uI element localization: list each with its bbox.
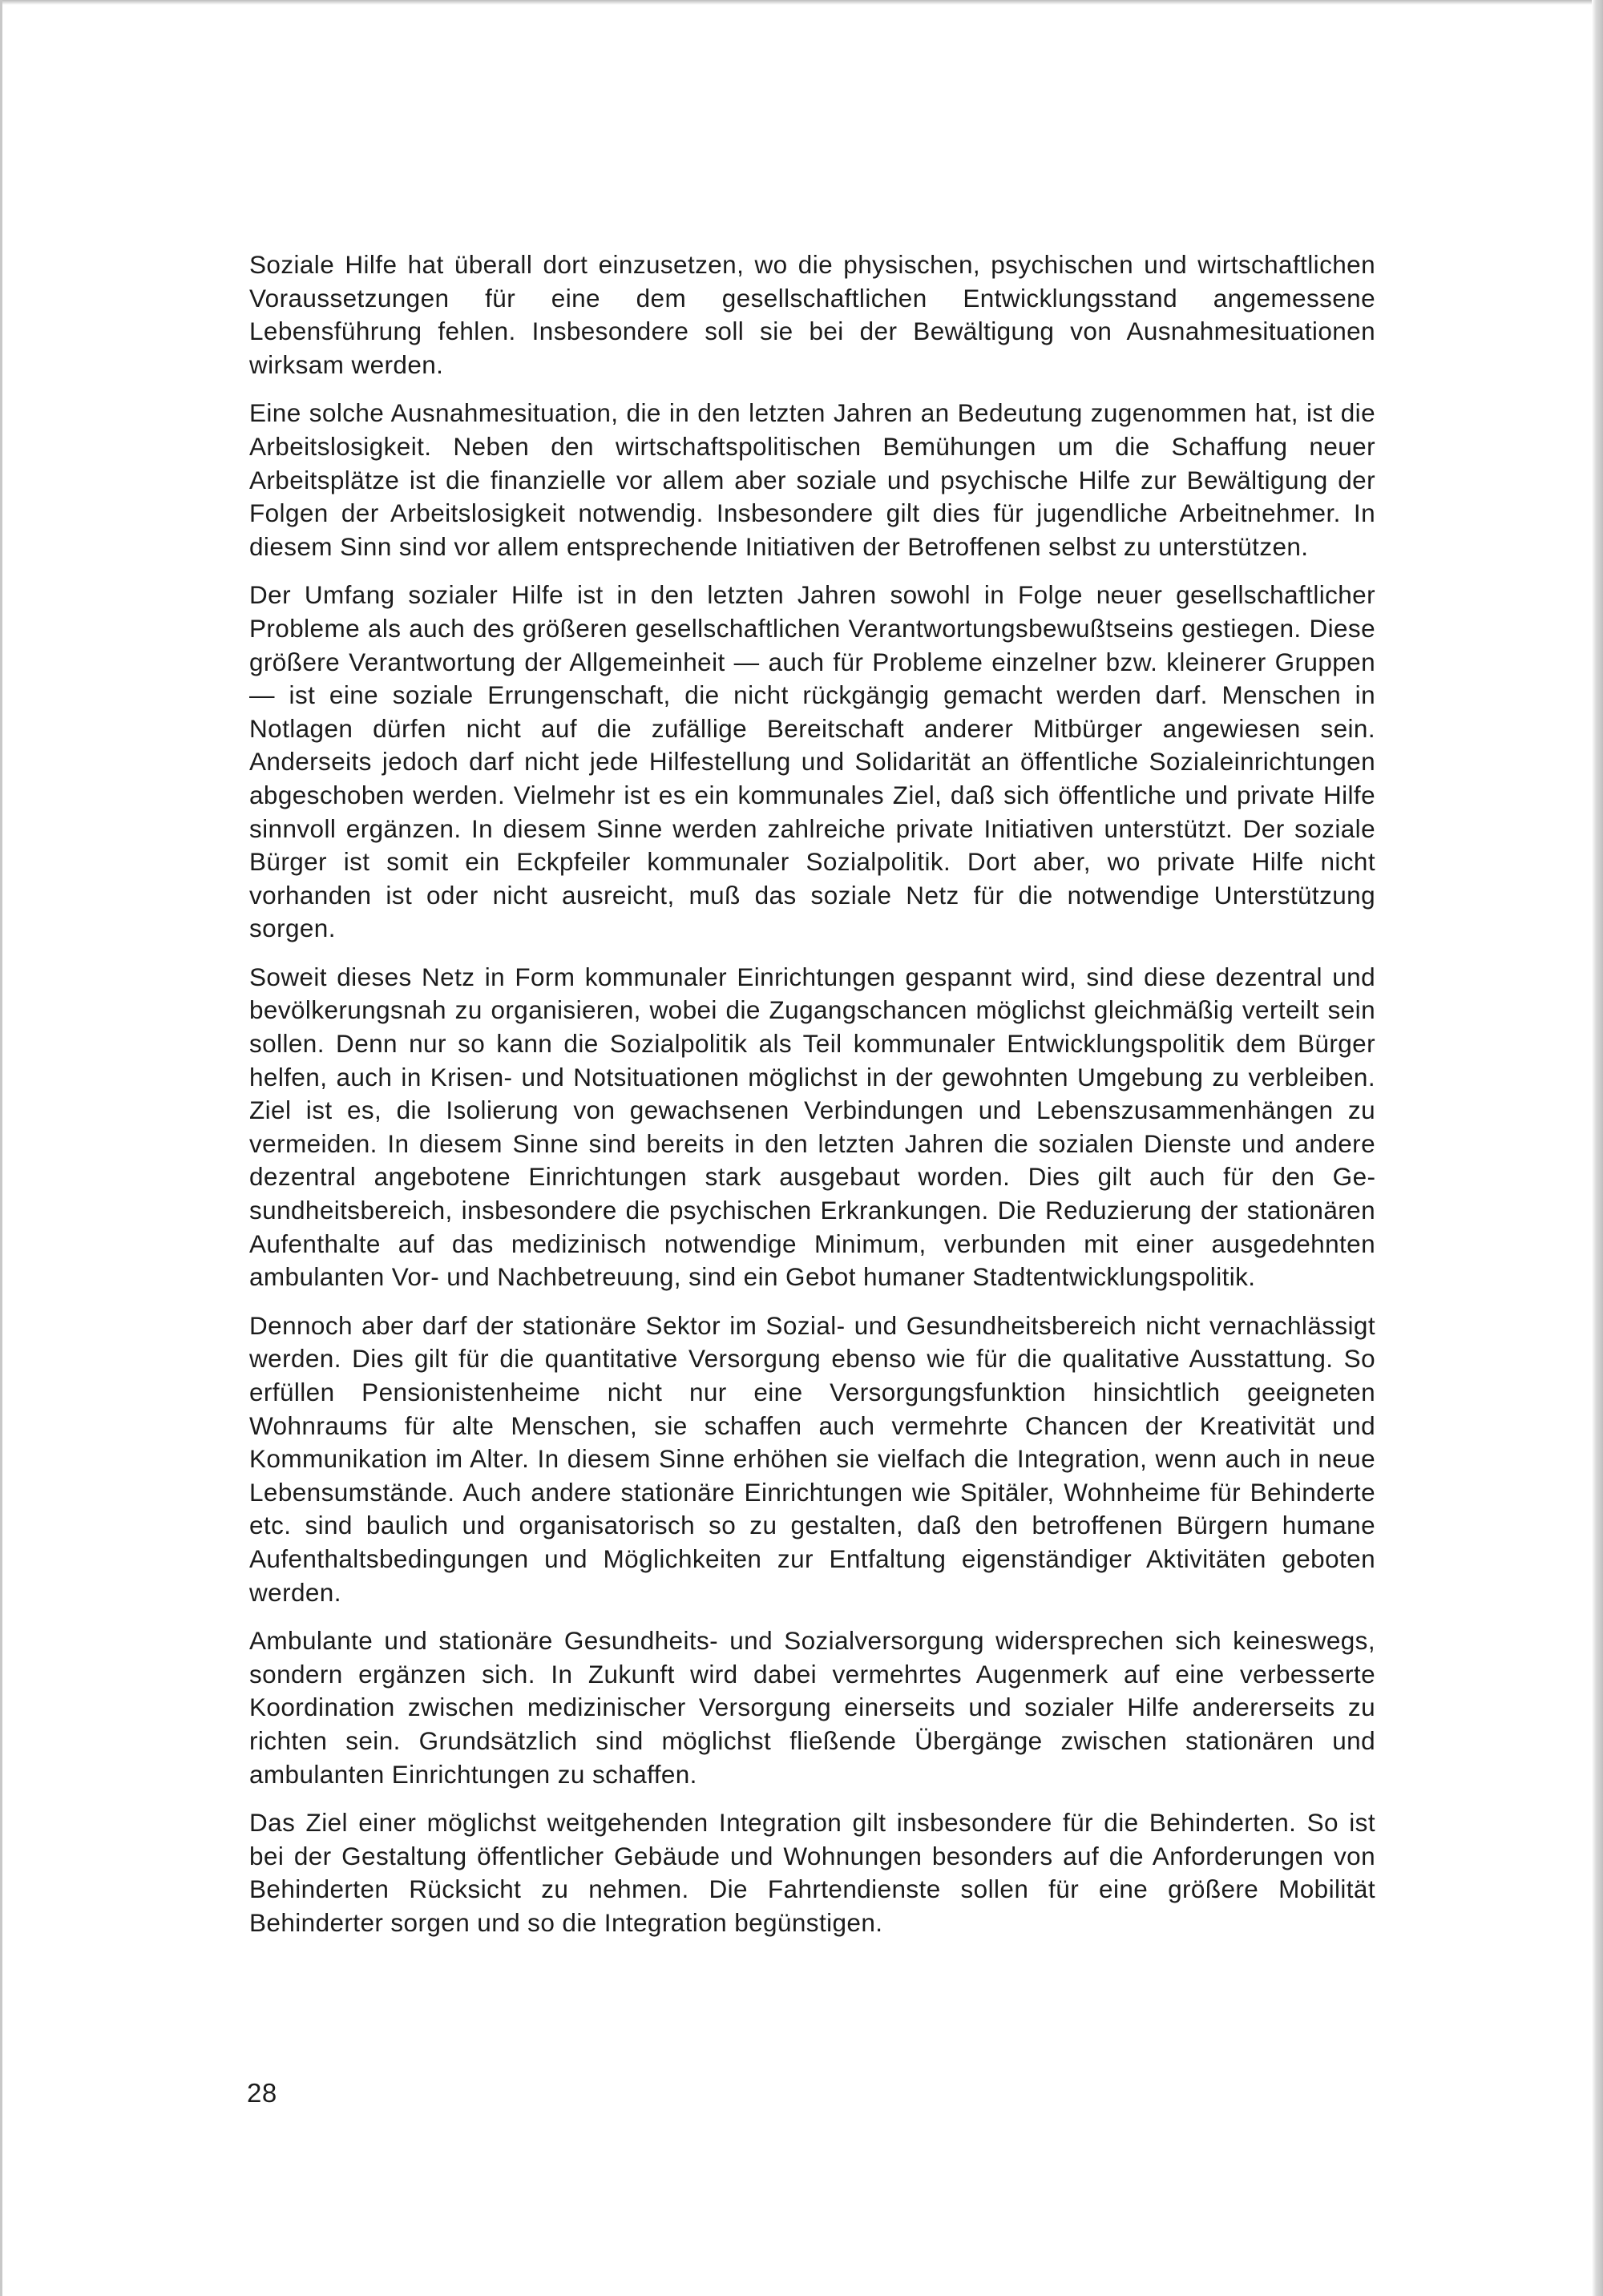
scan-edge-right bbox=[1592, 0, 1603, 2296]
paragraph-disabled-integration: Das Ziel einer möglichst weitgehenden Integration gilt insbesondere für die Behinderten. So ist bei der Gestaltung öffentlicher Gebäude und Wohnungen besonders auf die Anforderungen von Behinderten Rücksicht zu nehmen. Die Fahrtendienste sollen für eine größere Mobilität Behinderter sorgen und so die Integration begünstigen. bbox=[249, 1808, 1375, 1937]
paragraph-stationary-sector: Dennoch aber darf der stationäre Sektor im Sozial- und Gesundheitsbereich nicht vernachlässigt werden. Dies gilt für die quantitative Versorgung ebenso wie für die qualitative Ausstattung. So erfüllen Pensionistenheime nicht nur eine Versorgungsfunktion hinsichtlich geeigneten Wohnraums für alte Menschen, sie schaffen auch vermehrte Chancen der Kreativität und Kommunikation im Alter. In diesem Sinne erhöhen sie vielfach die Integration, wenn auch in neue Lebensumstände. Auch andere stationäre Einrichtungen wie Spitäler, Wohnheime für Behinderte etc. sind baulich und organisatorisch so zu gestalten, daß den betroffenen Bürgern humane Aufenthaltsbedingungen und Möglichkeiten zur Entfaltung eigenständiger Aktivitäten geboten werden. bbox=[249, 1310, 1375, 1607]
paragraph-scope-of-help: Der Umfang sozialer Hilfe ist in den letzten Jahren sowohl in Folge neuer gesellschaftlicher Probleme als auch des größeren gesellschaftlichen Verantwortungsbewußtseins gestiegen. Diese größere Verantwortung der Allgemeinheit — auch für Probleme einzelner bzw. kleinerer Gruppen — ist eine soziale Errungenschaft, die nicht rückgängig gemacht werden darf. Menschen in Notlagen dürfen nicht auf die zufällige Bereitschaft anderer Mitbürger angewiesen sein. Anderseits jedoch darf nicht jede Hilfestellung und Solidarität an öffentliche Sozialeinrichtungen abgeschoben werden. Vielmehr ist es ein kommunales Ziel, daß sich öffentliche und private Hilfe sinnvoll ergänzen. In diesem Sinne werden zahlreiche private Initiativen unterstützt. Der soziale Bürger ist somit ein Eckpfeiler kommunaler Sozialpolitik. Dort aber, wo private Hilfe nicht vorhanden ist oder nicht ausreicht, muß das soziale Netz für die notwendige Unterstützung sorgen. bbox=[249, 580, 1375, 943]
page-number: 28 bbox=[247, 2078, 277, 2108]
paragraph-decentral-services: Soweit dieses Netz in Form kommunaler Einrichtungen gespannt wird, sind diese dezentral und bevölkerungsnah zu organisieren, wobei die Zugangschancen möglichst gleichmäßig verteilt sein sollen. Denn nur so kann die Sozialpolitik als Teil kommunaler Entwicklungspolitik dem Bürger helfen, auch in Krisen- und Notsituationen möglichst in der gewohnten Umgebung zu verbleiben. Ziel ist es, die Isolierung von gewachsenen Verbindungen und Lebenszusammenhängen zu vermeiden. In diesem Sinne sind bereits in den letzten Jahren die sozialen Dienste und andere dezentral angebotene Einrichtungen stark ausgebaut worden. Dies gilt auch für den Gesundheitsbereich, insbesondere die psychischen Erkrankungen. Die Reduzierung der stationären Aufenthalte auf das medizinisch notwendige Minimum, verbunden mit einer ausgedehnten ambulanten Vor- und Nachbetreuung, sind ein Gebot humaner Stadtentwicklungspolitik. bbox=[249, 962, 1375, 1292]
paragraph-unemployment: Eine solche Ausnahmesituation, die in den letzten Jahren an Bedeutung zugenommen hat, ist die Arbeitslosigkeit. Neben den wirtschaftspolitischen Bemühungen um die Schaffung neuer Arbeitsplätze ist die finanzielle vor allem aber soziale und psychische Hilfe zur Bewältigung der Folgen der Arbeitslosigkeit notwendig. Insbesondere gilt dies für jugendliche Arbeitnehmer. In diesem Sinn sind vor allem entsprechende Initiativen der Betroffenen selbst zu unterstützen. bbox=[249, 398, 1375, 561]
body-text bbox=[249, 248, 1375, 1955]
scan-edge-left bbox=[0, 0, 2, 2296]
paragraph-social-help: Soziale Hilfe hat überall dort einzusetzen, wo die physischen, psychischen und wirtschaftlichen Voraussetzungen für eine dem gesellschaftlichen Entwicklungsstand angemessene Lebensführung fehlen. Insbesondere soll sie bei der Bewältigung von Ausnahmesituationen wirksam werden. bbox=[249, 250, 1375, 379]
scan-edge-top bbox=[0, 0, 1603, 5]
paragraph-ambulant-stationary: Ambulante und stationäre Gesundheits- und Sozialversorgung widersprechen sich keineswegs, sondern ergänzen sich. In Zukunft wird dabei vermehrtes Augenmerk auf eine verbesserte Koordination zwischen medizinischer Versorgung einerseits und sozialer Hilfe andererseits zu richten sein. Grundsätzlich sind möglichst fließende Übergänge zwischen stationären und ambulanten Einrichtungen zu schaffen. bbox=[249, 1626, 1375, 1789]
